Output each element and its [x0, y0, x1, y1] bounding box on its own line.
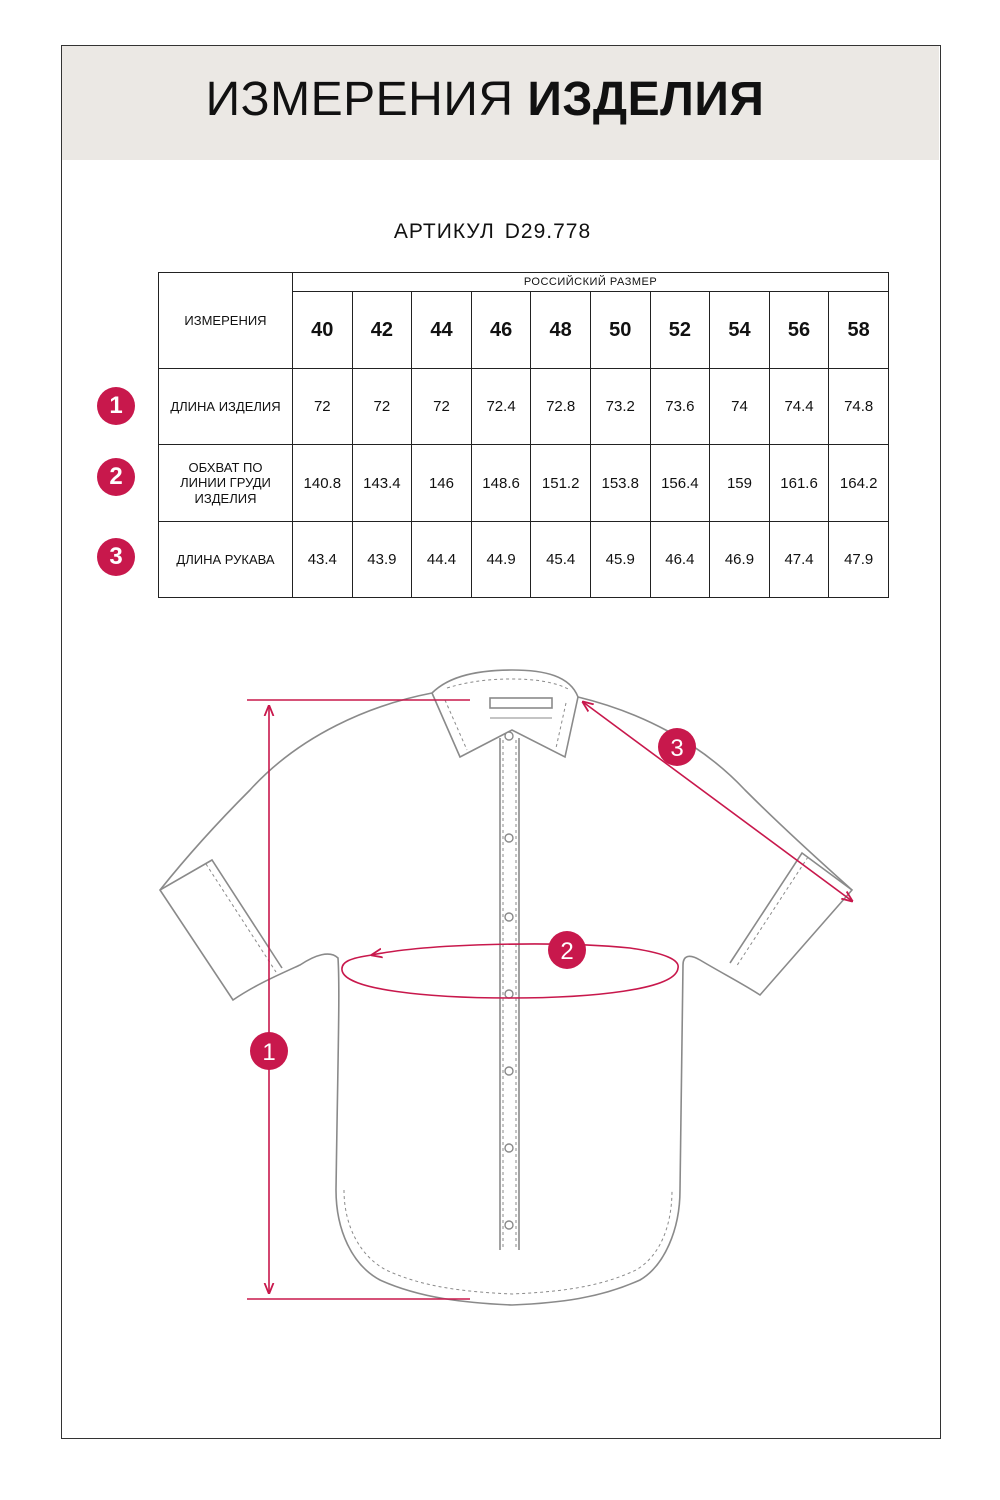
table-cell: 143.4	[352, 445, 412, 522]
marker-label: 3	[670, 735, 684, 762]
corner-label: ИЗМЕРЕНИЯ	[159, 273, 293, 369]
measure-length	[247, 700, 470, 1299]
table-cell: 45.4	[531, 522, 591, 598]
table-cell: 72.4	[471, 369, 531, 445]
table-cell: 72	[412, 369, 472, 445]
shirt-outline	[160, 670, 852, 1305]
size-header: 48	[531, 292, 591, 369]
table-cell: 44.9	[471, 522, 531, 598]
table-cell: 140.8	[293, 445, 353, 522]
table-cell: 72	[352, 369, 412, 445]
table-cell: 47.4	[769, 522, 829, 598]
title-light: ИЗМЕРЕНИЯ	[205, 73, 514, 126]
table-cell: 74.8	[829, 369, 889, 445]
article-code: D29.778	[504, 220, 592, 243]
table-cell: 161.6	[769, 445, 829, 522]
shirt-buttons	[505, 732, 513, 1229]
size-header: 42	[352, 292, 412, 369]
row-label-line: ЛИНИИ ГРУДИ	[180, 475, 271, 491]
size-group-label: РОССИЙСКИЙ РАЗМЕР	[293, 273, 889, 292]
table-cell: 151.2	[531, 445, 591, 522]
row-label: ДЛИНА ИЗДЕЛИЯ	[159, 369, 293, 445]
size-header: 52	[650, 292, 710, 369]
row-marker-2: 2	[97, 458, 135, 496]
diagram-marker-1	[250, 1032, 288, 1070]
row-marker-3: 3	[97, 538, 135, 576]
measure-sleeve	[583, 702, 852, 901]
size-header: 54	[710, 292, 770, 369]
title-bold: ИЗДЕЛИЯ	[527, 73, 765, 126]
table-cell: 72	[293, 369, 353, 445]
row-label: ДЛИНА РУКАВА	[159, 522, 293, 598]
button-shape	[505, 732, 513, 740]
size-header: 46	[471, 292, 531, 369]
button-shape	[505, 913, 513, 921]
button-shape	[505, 1067, 513, 1075]
table-cell: 43.9	[352, 522, 412, 598]
table-cell: 159	[710, 445, 770, 522]
table-cell: 148.6	[471, 445, 531, 522]
size-header: 44	[412, 292, 472, 369]
row-marker-1: 1	[97, 387, 135, 425]
table-cell: 156.4	[650, 445, 710, 522]
button-shape	[505, 990, 513, 998]
table-cell: 73.6	[650, 369, 710, 445]
table-cell: 74	[710, 369, 770, 445]
table-cell: 72.8	[531, 369, 591, 445]
button-shape	[505, 1144, 513, 1152]
table-cell: 153.8	[590, 445, 650, 522]
size-header: 40	[293, 292, 353, 369]
table-cell: 73.2	[590, 369, 650, 445]
button-shape	[505, 1221, 513, 1229]
table-cell: 74.4	[769, 369, 829, 445]
diagram-marker-2	[548, 931, 586, 969]
size-header: 56	[769, 292, 829, 369]
table-cell: 47.9	[829, 522, 889, 598]
button-shape	[505, 834, 513, 842]
table-cell: 46.4	[650, 522, 710, 598]
size-header: 58	[829, 292, 889, 369]
diagram-marker-3	[658, 728, 696, 766]
article-label: АРТИКУЛ	[393, 220, 495, 243]
table-cell: 164.2	[829, 445, 889, 522]
row-label-line: ИЗДЕЛИЯ	[194, 490, 257, 506]
table-cell: 46.9	[710, 522, 770, 598]
marker-label: 2	[560, 938, 574, 965]
size-header: 50	[590, 292, 650, 369]
table-cell: 45.9	[590, 522, 650, 598]
table-cell: 43.4	[293, 522, 353, 598]
row-label-line: ОБХВАТ ПО	[188, 459, 263, 475]
marker-label: 1	[262, 1039, 276, 1066]
table-cell: 44.4	[412, 522, 472, 598]
table-cell: 146	[412, 445, 472, 522]
